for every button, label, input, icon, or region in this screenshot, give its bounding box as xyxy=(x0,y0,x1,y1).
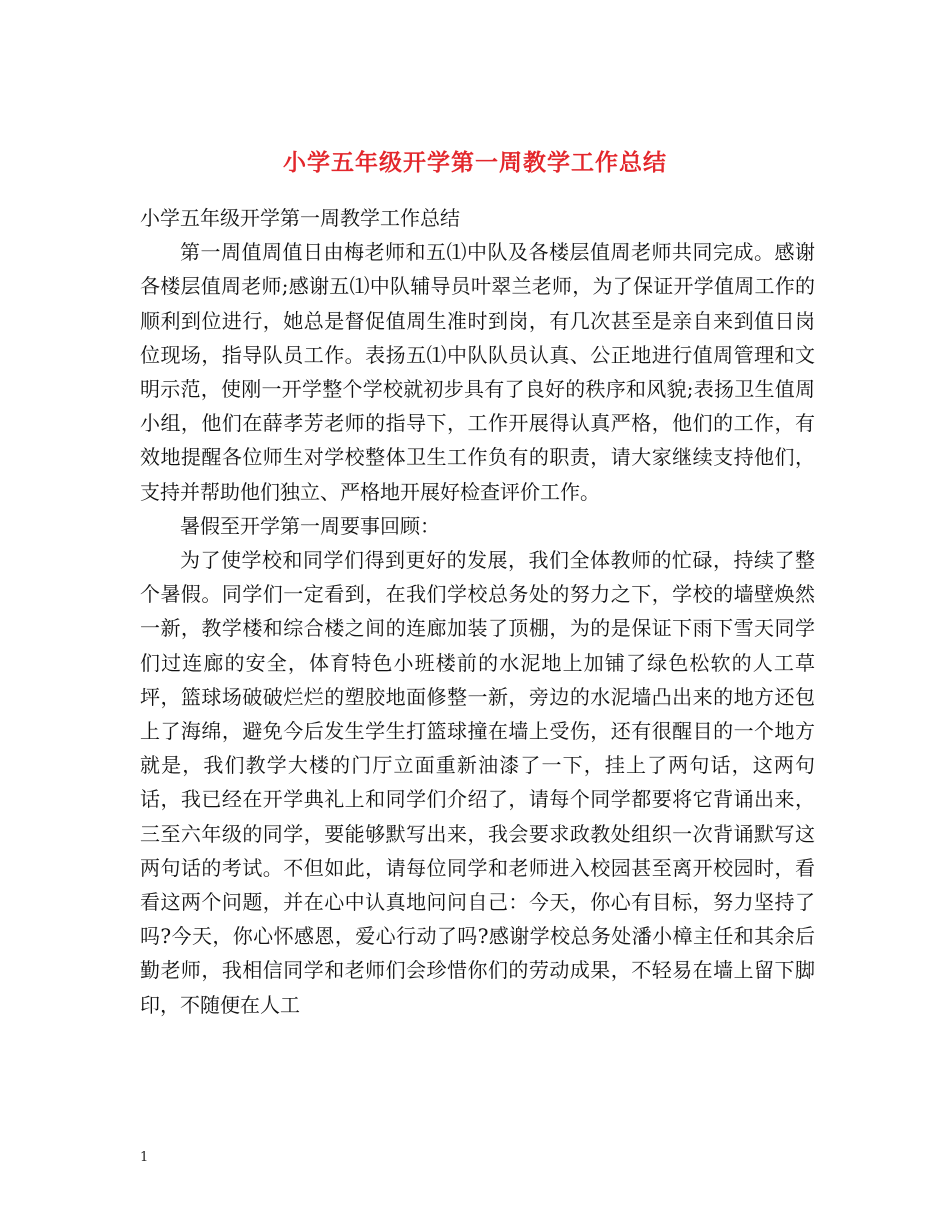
body-paragraph: 暑假至开学第一周要事回顾： xyxy=(180,513,440,538)
body-paragraph: 为了使学校和同学们得到更好的发展，我们全体教师的忙碌，持续了整个暑假。同学们一定看到，在我们学校总务处的努力之下，学校的墙壁焕然一新，教学楼和综合楼之间的连廊加装了顶棚，为的是保证下雨下雪天同学们过连廊的安全，体育特色小班楼前的水泥地上加铺了绿色松软的人工草坪，篮球场破破烂烂的塑胶地面修整一新，旁边的水泥墙凸出来的地方还包上了海绵，避免今后发生学生打篮球撞在墙上受伤，还有很醒目的一个地方就是，我们教学大楼的门厅立面重新油漆了一下，挂上了两句话，这两句话，我已经在开学典礼上和同学们介绍了，请每个同学都要将它背诵出来，三至六年级的同学，要能够默写出来，我会要求政教处组织一次背诵默写这两句话的考试。不但如此，请每位同学和老师进入校园甚至离开校园时，看看这两个问题，并在心中认真地问问自己：今天，你心有目标，努力坚持了吗?今天，你心怀感恩，爱心行动了吗?感谢学校总务处潘小樟主任和其余后勤老师，我相信同学和老师们会珍惜你们的劳动成果，不轻易在墙上留下脚印，不随便在人工 xyxy=(140,548,815,1017)
body-paragraph: 小学五年级开学第一周教学工作总结 xyxy=(140,206,460,230)
document-title: 小学五年级开学第一周教学工作总结 xyxy=(283,149,667,177)
document-body xyxy=(140,201,815,1022)
page-number: 1 xyxy=(140,1150,149,1165)
body-paragraph: 第一周值周值日由梅老师和五⑴中队及各楼层值周老师共同完成。感谢各楼层值周老师;感谢五⑴中队辅导员叶翠兰老师，为了保证开学值周工作的顺利到位进行，她总是督促值周生准时到岗，有几次甚至是亲自来到值日岗位现场，指导队员工作。表扬五⑴中队队员认真、公正地进行值周管理和文明示范，使刚一开学整个学校就初步具有了良好的秩序和风貌;表扬卫生值周小组，他们在薛孝芳老师的指导下，工作开展得认真严格，他们的工作，有效地提醒各位师生对学校整体卫生工作负有的职责，请大家继续支持他们，支持并帮助他们独立、严格地开展好检查评价工作。 xyxy=(140,240,815,504)
